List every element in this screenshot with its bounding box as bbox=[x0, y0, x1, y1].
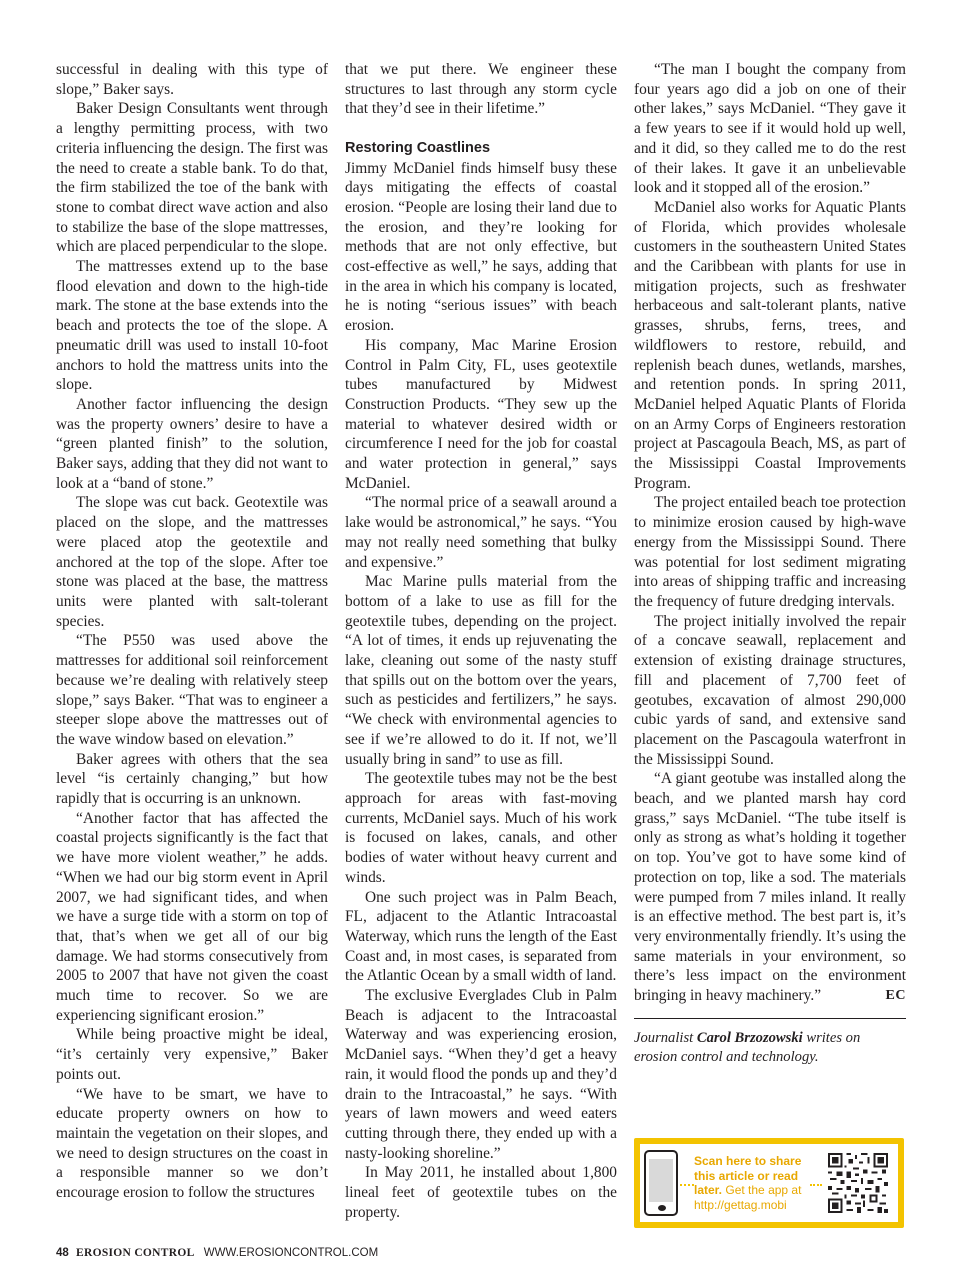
paragraph: “We have to be smart, we have to educate property owners on how to maintain the vegetation on their slopes, and we need to design structures on the coast in a responsible manner so we don’t encourage erosion to follow the structures bbox=[56, 1085, 328, 1202]
page-footer bbox=[56, 1247, 378, 1259]
divider bbox=[634, 1018, 906, 1019]
page-number: 48 bbox=[56, 1247, 69, 1259]
paragraph: “Another factor that has affected the coastal projects significantly is the fact that we have more violent weather,” he adds. “When we had our big storm event in April 2007, we had significant tides, and when we have a surge tide with a storm on top of that, that’s when we get all of our big damage. We had storms consecutively from 2005 to 2007 that have not given the coast much time to recover. So we are experiencing significant erosion.” bbox=[56, 809, 328, 1024]
paragraph: “The normal price of a seawall around a lake would be astronomical,” he says. “You may not really need something that bulky and expensive.” bbox=[345, 494, 617, 571]
magazine-name: EROSION CONTROL bbox=[76, 1247, 195, 1259]
paragraph: The slope was cut back. Geotextile was placed on the slope, and the mattresses were placed atop the geotextile and anchored at the top of the slope. After toe stone was placed at the base, the mattress units were planted with salt-tolerant species. bbox=[56, 494, 328, 630]
qr-promo-inner bbox=[640, 1144, 898, 1222]
paragraph: The project entailed beach toe protection to minimize erosion caused by high-wave energy from the Mississippi Sound. There was potential for lost sediment migrating into areas of shipping traffic and increasing the frequency of future dredging intervals. bbox=[634, 494, 906, 610]
qr-promo-normal: Get the app at http://gettag.mobi bbox=[694, 1183, 802, 1212]
dotted-connector bbox=[680, 1184, 694, 1187]
paragraph: The geotextile tubes may not be the best approach for areas with fast-moving currents, McDaniel says. Much of his work is focused on lakes, canals, and other bodies of water without heavy current and winds. bbox=[345, 770, 617, 886]
paragraph: McDaniel also works for Aquatic Plants of Florida, which provides wholesale customers in the southeastern United States and the Caribbean with plants for use in mitigation projects, such as freshwater herbaceous and salt-tolerant plants, native grasses, shrubs, ferns, trees, and wildflowers to restore, rebuild, and replenish beach dunes, wetlands, marshes, and retention ponds. In spring 2011, McDaniel helped Aquatic Plants of Florida on an Army Corps of Engineers restoration project at Pascagoula Beach, MS, as part of the Mississippi Coastal Improvements Program. bbox=[634, 198, 906, 492]
paragraph: While being proactive might be ideal, “it’s certainly very expensive,” Baker points out. bbox=[56, 1026, 328, 1083]
paragraph: successful in dealing with this type of slope,” Baker says. bbox=[56, 61, 328, 98]
article-column-2 bbox=[345, 60, 617, 1222]
article-column-1 bbox=[56, 60, 328, 1203]
byline-suffix: writes on erosion control and technology. bbox=[634, 1029, 861, 1066]
paragraph: “The P550 was used above the mattresses for additional soil reinforcement because we’re dealing with relatively steep slope,” says Baker. “That was to engineer a steeper slope above the mattresses out of the wave window based on elevation.” bbox=[56, 632, 328, 748]
paragraph: His company, Mac Marine Erosion Control in Palm City, FL, uses geotextile tubes manufactured by Midwest Construction Products. “They sew up the material to whatever desired width or circumference I need for the job for coastal and water protection in general,” says McDaniel. bbox=[345, 336, 617, 492]
paragraph bbox=[634, 769, 906, 1005]
paragraph: “The man I bought the company from four years ago did a job on one of their other lakes,” says McDaniel. “They gave it a few years to see if it would hold up well, and it did, so they called me to do the rest of their lakes. It gave it an unbelievable look and it stopped all of the erosion.” bbox=[634, 61, 906, 197]
section-heading: Restoring Coastlines bbox=[345, 139, 491, 156]
paragraph: Baker Design Consultants went through a lengthy permitting process, with two criteria influencing the design. The first was the need to create a stable bank. To do that, the firm stabilized the toe of the bank with stone to combat direct wave action and also to stabilize the base of the slope mattresses, which are placed perpendicular to the slope. bbox=[56, 100, 328, 256]
paragraph: The mattresses extend up to the base flood elevation and down to the high-tide mark. The stone at the base extends into the beach and protects the toe of the slope. A pneumatic drill was used to install 10-foot anchors to hold the mattress units into the slope. bbox=[56, 258, 328, 394]
website-link[interactable]: WWW.EROSIONCONTROL.COM bbox=[203, 1247, 379, 1259]
dotted-connector bbox=[810, 1184, 822, 1187]
paragraph: Baker agrees with others that the sea level “is certainly changing,” but how rapidly that is occurring is an unknown. bbox=[56, 750, 328, 808]
paragraph: In May 2011, he installed about 1,800 lineal feet of geotextile tubes on the property. bbox=[345, 1164, 617, 1221]
paragraph: Jimmy McDaniel finds himself busy these days mitigating the effects of coastal erosion. “People are losing their land due to the erosion, and they’re looking for methods that are not only effective, but cost-effective as well,” he says, adding that in the area in which his company is located, he is noting “serious issues” with beach erosion. bbox=[345, 159, 617, 335]
byline-prefix: Journalist bbox=[634, 1029, 694, 1046]
qr-code-icon[interactable] bbox=[828, 1152, 888, 1214]
article-column-3 bbox=[634, 60, 906, 1068]
qr-promo-strong: Scan here to share this article or read later. bbox=[694, 1154, 802, 1197]
qr-promo-text bbox=[694, 1154, 824, 1212]
paragraph-text: “A giant geotube was installed along the beach, and we planted marsh hay cord grass,” says McDaniel. “The tube itself is only as strong as what’s holding it together on top. You’ve got to have some kind of protection on top, like a sod. The materials were pumped from 7 miles inland. It really is an effective method. The best part is, it’s very environmentally friendly. It’s using the same materials in your environment, so there’s less impact on the environment bringing in heavy machinery.” bbox=[634, 770, 906, 1005]
paragraph: One such project was in Palm Beach, FL, adjacent to the Atlantic Intracoastal Waterway, which runs the length of the East Coast and, in most cases, is separated from the Atlantic Ocean by a small width of land. bbox=[345, 888, 617, 985]
paragraph: The exclusive Everglades Club in Palm Beach is adjacent to the Intracoastal Waterway and was experiencing erosion, McDaniel says. “When they’d get a heavy rain, it would flood the ponds up and they’d drain to the Intracoastal,” he says. “With years of lawn mowers and weed eaters cutting through there, they ended up with a nasty-looking shoreline.” bbox=[345, 987, 617, 1162]
qr-promo-box bbox=[634, 1138, 904, 1228]
paragraph: The project initially involved the repair of a concave seawall, replacement and extension of existing drainage structures, fill and placement of 7,700 feet of geotubes, excavation of almost 290,000 cubic yards of sand, and extensive sand placement on the Pascagoula waterfront in the Mississippi Sound. bbox=[634, 612, 906, 768]
paragraph: that we put there. We engineer these structures to last through any storm cycle that they’d see in their lifetime.” bbox=[345, 61, 617, 118]
author-byline bbox=[634, 1029, 906, 1068]
paragraph: Another factor influencing the design was the property owners’ desire to have a “green planted finish” to the solution, Baker says, adding that they did not want to look at a “band of stone.” bbox=[56, 395, 328, 492]
phone-icon bbox=[644, 1150, 678, 1216]
author-name: Carol Brzozowski bbox=[696, 1029, 803, 1046]
paragraph: Mac Marine pulls material from the bottom of a lake to use as fill for the geotextile tubes, depending on the project. “A lot of times, it ends up rejuvenating the lake, cleaning out some of the nasty stuff that spills out on the bottom over the years, such as pesticides and fertilizers,” he says. “We check with environmental agencies to see if we’re allowed to do it. If not, we’ll usually bring in sand” to use as fill. bbox=[345, 573, 617, 768]
end-mark: EC bbox=[885, 988, 906, 1004]
